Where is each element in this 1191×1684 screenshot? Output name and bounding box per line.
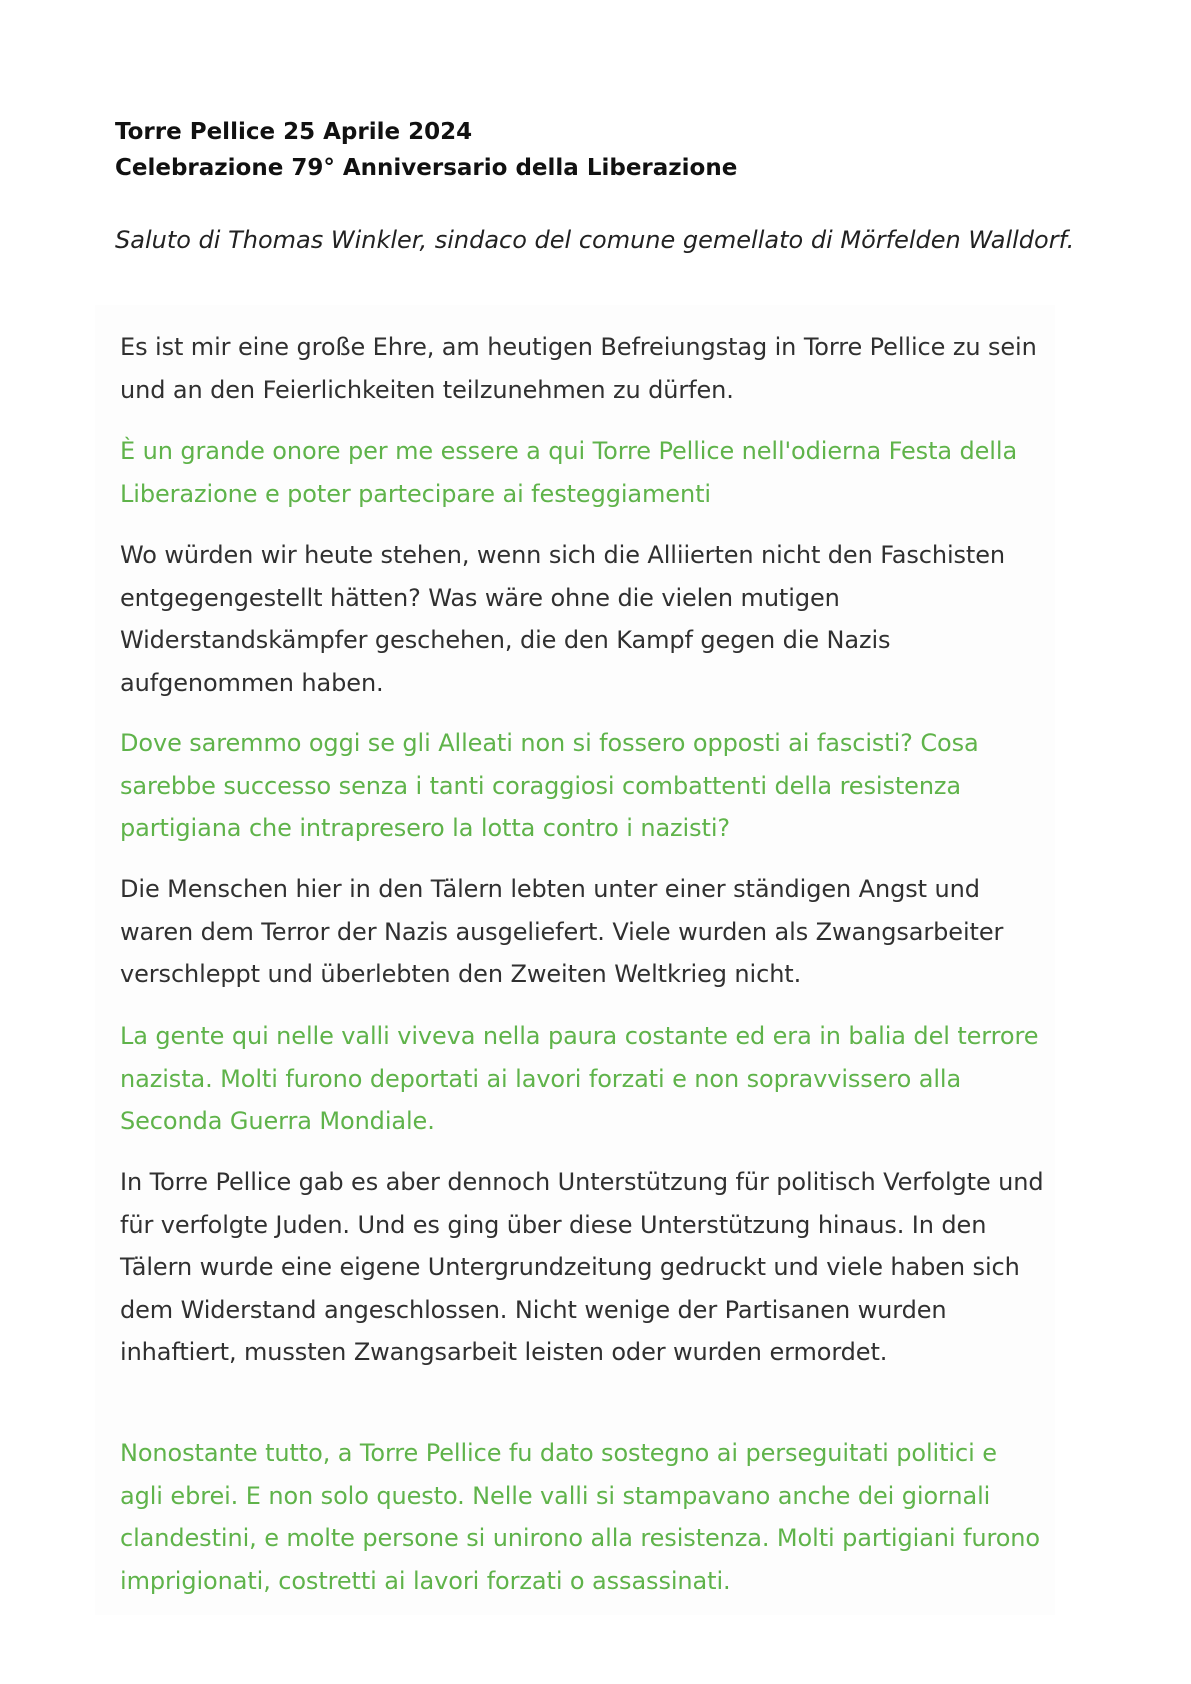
speaker-attribution: Saluto di Thomas Winkler, sindaco del comune gemellato di Mörfelden Walldorf. (115, 226, 1075, 254)
paragraph-italian-2: Dove saremmo oggi se gli Alleati non si fossero opposti ai fascisti? Cosa sarebbe successo senza i tanti coraggiosi combattenti della resistenza partigiana che intrapresero la lotta contro i nazisti? (120, 729, 979, 842)
page-subtitle-heading: Celebrazione 79° Anniversario della Liberazione (115, 155, 738, 181)
document-header (115, 114, 1075, 186)
paragraph-italian-3: La gente qui nelle valli viveva nella paura costante ed era in balia del terrore nazista. Molti furono deportati ai lavori forzati e non sopravvissero alla Seconda Guerra Mondiale. (120, 1022, 1039, 1135)
paragraph-german-1: Es ist mir eine große Ehre, am heutigen Befreiungstag in Torre Pellice zu sein und an den Feierlichkeiten teilzunehmen zu dürfen. (120, 333, 1037, 404)
paragraph-german-4: In Torre Pellice gab es aber dennoch Unterstützung für politisch Verfolgte und für verfolgte Juden. Und es ging über diese Unterstützung hinaus. In den Tälern wurde eine eigene Untergrundzeitung gedruckt und viele haben sich dem Widerstand angeschlossen. Nicht wenige der Partisanen wurden inhaftiert, mussten Zwangsarbeit leisten oder wurden ermordet. (120, 1168, 1044, 1366)
paragraph-german-3: Die Menschen hier in den Tälern lebten unter einer ständigen Angst und waren dem Terror der Nazis ausgeliefert. Viele wurden als Zwangsarbeiter verschleppt und überlebten den Zweiten Weltkrieg nicht. (120, 875, 1004, 988)
paragraph-italian-4: Nonostante tutto, a Torre Pellice fu dato sostegno ai perseguitati politici e agli ebrei. E non solo questo. Nelle valli si stampavano anche dei giornali clandestini, e molte persone si unirono alla resistenza. Molti partigiani furono imprigionati, costretti ai lavori forzati o assassinati. (120, 1439, 1040, 1595)
page-title: Torre Pellice 25 Aprile 2024 (115, 119, 473, 145)
paragraph-italian-1: È un grande onore per me essere a qui Torre Pellice nell'odierna Festa della Liberazione e poter partecipare ai festeggiamenti (120, 437, 1018, 508)
paragraph-german-2: Wo würden wir heute stehen, wenn sich die Alliierten nicht den Faschisten entgegengestellt hätten? Was wäre ohne die vielen mutigen Widerstandskämpfer geschehen, die den Kampf gegen die Nazis aufgenommen haben. (120, 541, 1006, 697)
